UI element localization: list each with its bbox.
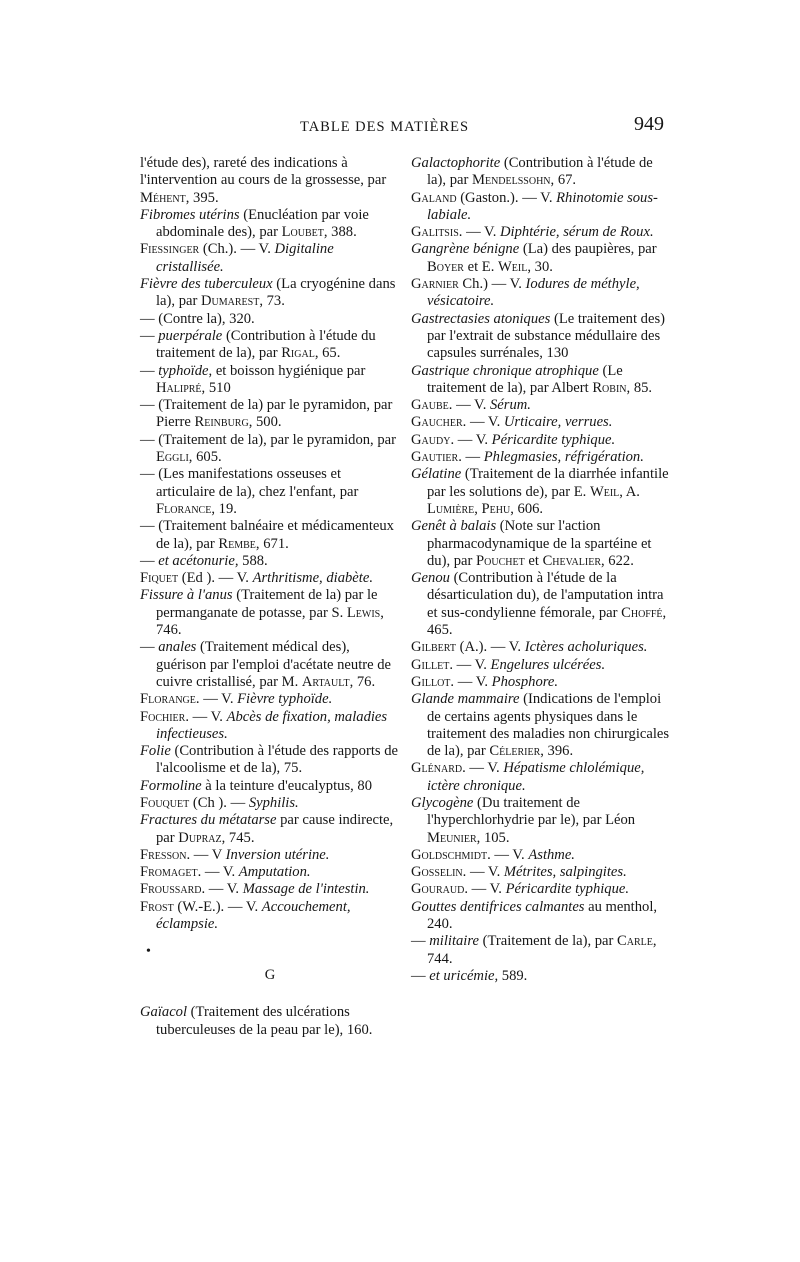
- entry-text: (Le traitement de la), par Albert: [427, 362, 623, 396]
- entry-term: Fièvre des tuberculeux: [140, 276, 273, 293]
- index-entry: [140, 639, 400, 691]
- entry-term: militaire: [429, 933, 479, 950]
- entry-text: —: [411, 933, 430, 950]
- index-entry: [140, 311, 400, 328]
- entry-term: Amputation.: [238, 864, 311, 881]
- entry-term: Asthme.: [528, 846, 575, 863]
- author-name: Goldschmidt: [411, 846, 488, 863]
- entry-text: (Indications de l'emploi de certains agents physiques dans le traitement des maladies non chirurgicales de la), par: [427, 691, 670, 760]
- entry-term: Glycogène: [411, 794, 474, 811]
- index-entry: [140, 743, 400, 778]
- entry-text: , 65.: [314, 345, 341, 362]
- entry-term: Fibromes utérins: [140, 206, 240, 223]
- entry-text: (Traitement médical des), guérison par l'emploi d'acétate neutre de cuivre cristallisé, par M.: [156, 639, 392, 690]
- index-entry: [411, 311, 673, 363]
- entry-text: (Le traitement des) par l'extrait de substance médullaire des capsules surrénales, 130: [427, 310, 665, 362]
- entry-text: (Traitement de la) par le permanganate de potasse, par S.: [156, 587, 378, 621]
- entry-term: puerpérale: [158, 327, 223, 344]
- entry-text: , 388.: [323, 224, 357, 241]
- index-entry: [411, 570, 673, 639]
- author-name: Mendelssohn: [471, 172, 551, 189]
- author-name: Gilbert: [411, 639, 456, 656]
- index-entry: [140, 570, 400, 587]
- index-entry: [140, 899, 400, 934]
- author-name: Gosselin: [411, 864, 463, 881]
- entry-text: , 745.: [221, 829, 255, 846]
- entry-text: , 622.: [601, 552, 634, 569]
- entry-text: —: [140, 552, 159, 569]
- entry-text: (Ed ). — V.: [178, 570, 253, 587]
- index-entry: [140, 397, 400, 432]
- entry-text: 589.: [498, 967, 528, 984]
- entry-term: Glande mammaire: [411, 691, 520, 708]
- entry-term: Fractures du métatarse: [140, 812, 277, 829]
- index-entry: [411, 968, 673, 985]
- index-entry: [140, 207, 400, 242]
- author-name: Eggli: [156, 449, 189, 466]
- entry-text: . — V.: [448, 397, 490, 414]
- author-name: Gautier: [411, 449, 459, 466]
- index-entry: [411, 847, 673, 864]
- index-entry: [140, 795, 400, 812]
- author-name: Carle: [617, 933, 653, 950]
- entry-term: Gastrectasies atoniques: [411, 310, 551, 327]
- author-name: Galand: [411, 189, 457, 206]
- entry-text: et E.: [463, 258, 499, 275]
- entry-term: Abcès de fixation, maladies infectieuses.: [156, 708, 388, 742]
- entry-term: Diphtérie, sérum de Roux.: [500, 224, 654, 241]
- entry-text: , A.: [619, 483, 640, 500]
- page-number: 949: [634, 113, 664, 135]
- entry-text: . —: [458, 449, 484, 466]
- entry-text: —: [140, 362, 159, 379]
- author-name: Reinburg: [194, 414, 249, 431]
- entry-term: Sérum.: [490, 397, 531, 414]
- author-name: Gaucher: [411, 414, 463, 431]
- entry-text: par cause indirecte, par: [156, 812, 394, 846]
- author-name: Gillet: [411, 656, 450, 673]
- entry-term: Genou: [411, 570, 450, 587]
- entry-text: , 465.: [427, 604, 667, 639]
- entry-text: . — V.: [464, 881, 506, 898]
- entry-term: Péricardite typhique.: [505, 881, 630, 898]
- entry-text: , 746.: [156, 604, 384, 639]
- entry-text: — (Traitement balnéaire et médicamenteux de la), par: [140, 518, 394, 552]
- author-name: Dupraz: [178, 829, 222, 846]
- entry-text: , 605.: [188, 449, 222, 466]
- entry-text: (Contribution à l'étude du traitement de la), par: [156, 327, 376, 362]
- index-entry: [411, 224, 673, 241]
- entry-text: . — V.: [197, 864, 239, 881]
- entry-term: et uricémie,: [429, 967, 499, 984]
- entry-text: — (Contre la), 320.: [140, 310, 255, 327]
- entry-text: , 606.: [510, 500, 544, 517]
- entry-term: Inversion utérine.: [225, 846, 330, 863]
- entry-text: . — V.: [462, 864, 504, 881]
- index-entry: [140, 1004, 400, 1039]
- index-entry: [140, 778, 400, 795]
- page-header: [0, 115, 800, 139]
- index-entry: [140, 518, 400, 553]
- index-entry: [140, 155, 400, 207]
- index-entry: [411, 432, 673, 449]
- author-name: Robin: [592, 379, 627, 396]
- index-entry: [140, 812, 400, 847]
- entry-text: (Contribution à l'étude de la), par: [427, 155, 653, 189]
- author-name: Loubet: [281, 224, 324, 241]
- entry-text: . — V.: [195, 691, 238, 708]
- entry-text: . — V.: [458, 224, 500, 241]
- entry-text: (Gaston.). — V.: [456, 189, 557, 206]
- entry-text: (Ch.). — V.: [199, 241, 275, 258]
- entry-text: , 744.: [427, 933, 657, 967]
- section-letter: G: [264, 967, 276, 984]
- index-entry: [140, 241, 400, 276]
- entry-text: . — V.: [449, 656, 491, 673]
- entry-text: et: [524, 552, 543, 569]
- entry-text: , 396.: [540, 743, 574, 760]
- entry-term: Phlegmasies, réfrigération.: [483, 449, 644, 466]
- entry-term: Phosphore.: [491, 673, 558, 690]
- index-entry: [140, 432, 400, 467]
- entry-term: anales: [158, 639, 197, 656]
- author-name: Fouquet: [140, 794, 190, 811]
- author-name: Galitsis: [411, 224, 459, 241]
- author-name: Choffé: [621, 604, 663, 621]
- entry-text: l'étude des), rareté des indications à l'intervention au cours de la grossesse, par: [140, 155, 387, 189]
- index-entry: [411, 760, 673, 795]
- index-entry: [411, 363, 673, 398]
- index-entry: [140, 691, 400, 708]
- entry-text: . — V.: [462, 414, 504, 431]
- entry-text: 588.: [238, 552, 268, 569]
- index-entry: [411, 276, 673, 311]
- entry-text: au menthol, 240.: [427, 898, 658, 933]
- index-entry: [411, 881, 673, 898]
- entry-text: ,: [474, 500, 482, 517]
- entry-text: , 76.: [349, 673, 376, 690]
- entry-text: . — V.: [450, 673, 492, 690]
- entry-term: Digitaline cristallisée.: [156, 241, 334, 275]
- entry-text: — (Traitement de la) par le pyramidon, par Pierre: [140, 397, 393, 431]
- entry-term: Péricardite typhique.: [491, 431, 616, 448]
- entry-text: (Traitement de la), par: [478, 933, 618, 950]
- author-name: Lewis: [346, 604, 381, 621]
- author-name: Weil: [498, 258, 528, 275]
- index-entry: [140, 587, 400, 639]
- index-entry: [411, 466, 673, 518]
- entry-text: . — V.: [487, 846, 529, 863]
- author-name: Froussard: [140, 881, 202, 898]
- entry-term: et acétonurie,: [158, 552, 239, 569]
- index-column-right: [411, 155, 673, 985]
- author-name: Dumarest: [200, 293, 260, 310]
- entry-text: (Contribution à l'étude des rapports de l'alcoolisme et de la), 75.: [156, 743, 398, 777]
- author-name: Pouchet: [476, 552, 525, 569]
- index-entry: [411, 241, 673, 276]
- entry-term: Urticaire, verrues.: [503, 414, 613, 431]
- stray-dot-mark: [140, 933, 400, 967]
- entry-text: , 500.: [248, 414, 282, 431]
- entry-term: Accouchement, éclampsie.: [156, 898, 351, 933]
- index-entry: [411, 864, 673, 881]
- entry-text: . — V.: [185, 708, 227, 725]
- index-entry: [411, 933, 673, 968]
- entry-text: , 671.: [255, 535, 289, 552]
- entry-text: —: [140, 327, 159, 344]
- entry-text: (La cryogénine dans la), par: [156, 276, 396, 310]
- entry-term: Gélatine: [411, 466, 462, 483]
- entry-text: (A.). — V.: [455, 639, 525, 656]
- index-entry: [411, 639, 673, 656]
- entry-term: Arthritisme, diabète.: [252, 570, 373, 587]
- entry-term: Genêt à balais: [411, 518, 497, 535]
- entry-text: (Note sur l'action pharmacodynamique de la spartéine et du), par: [427, 518, 652, 569]
- entry-text: . — V.: [201, 881, 243, 898]
- entry-text: (Enucléation par voie abdominale des), par: [156, 206, 369, 241]
- entry-term: typhoïde: [158, 362, 209, 379]
- entry-text: (Du traitement de l'hyperchlorhydrie par le), par Léon: [427, 794, 636, 829]
- index-entry: [140, 847, 400, 864]
- index-entry: [411, 795, 673, 847]
- index-entry: [140, 709, 400, 744]
- author-name: Rigal: [281, 345, 315, 362]
- index-entry: [140, 363, 400, 398]
- entry-text: . — V: [186, 846, 226, 863]
- author-name: Pehu: [481, 500, 511, 517]
- entry-text: —: [140, 639, 159, 656]
- author-name: Glénard: [411, 760, 463, 777]
- entry-text: , 105.: [476, 829, 510, 846]
- index-entry: [411, 449, 673, 466]
- entry-term: Galactophorite: [411, 155, 501, 171]
- index-entry: [411, 397, 673, 414]
- index-entry: [140, 881, 400, 898]
- index-entry: [411, 674, 673, 691]
- author-name: Boyer: [427, 258, 464, 275]
- entry-text: , 30.: [527, 258, 553, 275]
- entry-text: (Traitement de la diarrhée infantile par les solutions de), par E.: [427, 466, 669, 500]
- index-entry: [411, 518, 673, 570]
- entry-text: , 19.: [211, 500, 237, 517]
- author-name: Fresson: [140, 846, 187, 863]
- entry-term: Hépatisme chlolémique, ictère chronique.: [427, 760, 645, 794]
- index-column-left: [140, 155, 400, 1039]
- author-name: Gillot: [411, 673, 451, 690]
- entry-text: , 85.: [626, 379, 653, 396]
- index-entry: [140, 553, 400, 570]
- entry-text: — (Traitement de la), par le pyramidon, par: [140, 431, 396, 448]
- entry-term: Iodures de méthyle, vésicatoire.: [427, 276, 640, 310]
- entry-term: Métrites, salpingites.: [503, 864, 627, 881]
- index-entry: [140, 864, 400, 881]
- entry-text: Ch.) — V.: [458, 276, 526, 293]
- entry-term: Rhinotomie sous-labiale.: [427, 189, 658, 223]
- entry-term: Formoline: [140, 777, 202, 794]
- entry-text: (La) des paupières, par: [519, 241, 657, 258]
- index-entry: [140, 466, 400, 518]
- entry-text: —: [411, 967, 430, 984]
- entry-term: Engelures ulcérées.: [490, 656, 606, 673]
- author-name: Weil: [589, 483, 620, 500]
- entry-text: (Traitement des ulcérations tuberculeuses de la peau par le), 160.: [156, 1004, 373, 1038]
- author-name: Artault: [301, 673, 350, 690]
- entry-term: Gastrique chronique atrophique: [411, 362, 599, 379]
- author-name: Fiquet: [140, 570, 179, 587]
- entry-term: Gouttes dentifrices calmantes: [411, 898, 585, 915]
- entry-text: , et boisson hygiénique par: [208, 362, 366, 379]
- entry-text: , 510: [201, 379, 231, 396]
- entry-term: Ictères acholuriques.: [524, 639, 648, 656]
- index-entry: [411, 657, 673, 674]
- index-entry: [411, 190, 673, 225]
- author-name: Méhent: [140, 189, 186, 206]
- entry-text: , 73.: [259, 293, 285, 310]
- entry-term: Gangrène bénigne: [411, 241, 520, 258]
- dot-glyph: •: [146, 944, 151, 960]
- entry-text: à la teinture d'eucalyptus, 80: [201, 777, 373, 794]
- index-entry: [140, 276, 400, 311]
- entry-text: , 395.: [185, 189, 219, 206]
- index-entry: [140, 328, 400, 363]
- author-name: Lumière: [427, 500, 475, 517]
- author-name: Célerier: [489, 743, 541, 760]
- entry-text: (W.-E.). — V.: [173, 898, 262, 915]
- index-entry: [411, 155, 673, 190]
- entry-text: . — V.: [462, 760, 504, 777]
- author-name: Chevalier: [542, 552, 601, 569]
- author-name: Garnier: [411, 276, 459, 293]
- author-name: Gouraud: [411, 881, 465, 898]
- author-name: Halipré: [156, 379, 202, 396]
- author-name: Florance: [156, 500, 212, 517]
- entry-text: . — V.: [450, 431, 492, 448]
- running-title: TABLE DES MATIÈRES: [300, 119, 470, 135]
- author-name: Gaudy: [411, 431, 451, 448]
- author-name: Florange: [140, 691, 196, 708]
- entry-term: Syphilis.: [248, 794, 299, 811]
- entry-term: Fissure à l'anus: [140, 587, 233, 604]
- entry-text: (Contribution à l'étude de la désarticulation du), de l'amputation intra et sus-condylienne fémorale, par: [427, 570, 664, 621]
- author-name: Fromaget: [140, 864, 198, 881]
- index-entry: [411, 691, 673, 760]
- entry-text: , 67.: [550, 172, 577, 189]
- author-name: Fiessinger: [140, 241, 200, 258]
- author-name: Fochier: [140, 708, 186, 725]
- entry-text: — (Les manifestations osseuses et articulaire de la), chez l'enfant, par: [140, 466, 359, 500]
- entry-term: Folie: [140, 743, 171, 760]
- index-entry: [411, 414, 673, 431]
- entry-term: Fièvre typhoïde.: [237, 691, 333, 708]
- author-name: Frost: [140, 898, 174, 915]
- author-name: Meunier: [427, 829, 477, 846]
- entry-term: Massage de l'intestin.: [242, 881, 370, 898]
- author-name: Gaube: [411, 397, 449, 414]
- author-name: Rembe: [218, 535, 256, 552]
- index-entry: [411, 899, 673, 934]
- entry-term: Gaïacol: [140, 1004, 188, 1021]
- entry-text: (Ch ). —: [189, 794, 249, 811]
